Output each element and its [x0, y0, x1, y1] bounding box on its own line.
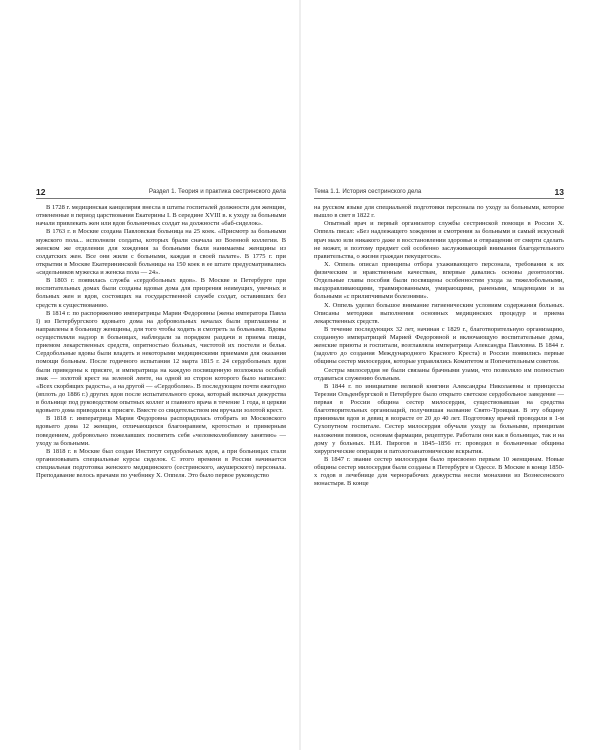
left-paragraph-4: В 1814 г. по распоряжению императрицы Марии Федоровны (жены императора Павла I) из Петербургского вдовьего дома на добровольных началах были приглашены и направлены в больницу женщины, для того чтобы ходить и смотреть за больными. Вдовы осуществляли надзор в больницах, наблюдали за порядком раздачи и приема пищи, приемом лекарственных средств, опрятностью больных, чистотой их постели и белья. Сердобольные вдовы были владеть и некоторыми медицинскими приемами для оказания помощи больным. После годичного испытания 12 марта 1815 г. 24 сердобольных вдов были приведены к присяге, и императрица на каждую посвященную возложила особый знак — золотой крест на зеленой ленте, на одной из сторон которого было написано: «Всех скорбящих радость», а на другой — «Сердоболие». В последующем почти ежегодно (вплоть до 1886 г.) других вдов после испытательного срока, который включал дежурства в больнице под руководством опытных коллег и главного врача в течение 1 года, в церкви вдовьего дома приводили к присяге. Вместе со свидетельством им вручали золотой крест. — [36, 309, 286, 415]
right-paragraph-2: Опытный врач и первый организатор службы сестринской помощи в России Х. Оппель писал: «Без надлежащего хождения и смотрения за больными и самый искусный врач мало или никакого даже в восстановлении здоровья и отвращении от смерти сделать не может, и поэтому предмет сей особенно заслуживающий внимания благодетельного правительства, о жизни граждан пекущегося». — [314, 220, 564, 260]
right-page — [300, 0, 600, 750]
right-header-rule — [314, 198, 564, 199]
left-page-number: 12 — [36, 187, 46, 197]
left-running-title: Раздел 1. Теория и практика сестринского дела — [148, 188, 286, 195]
right-paragraph-4: Х. Оппель уделял большое внимание гигиеническим условиям содержания больных. Описаны методики выполнения основных медицинских процедур и приема лекарственных средств. — [314, 301, 564, 325]
right-page-number: 13 — [554, 187, 564, 197]
right-paragraph-7: В 1844 г. по инициативе великой княгини Александры Николаевны и принцессы Терезии Ольденбургской в Петербурге было открыто светское сердобольное заведение — первая в России община сестер милосердия, существовавшая на средства благотворительных организаций, получившая название Свято-Троицкая. В эту общину принимали вдов и девиц в возрасте от 20 до 40 лет. Подготовку врачей проводили в 1-м Сухопутном госпитале. Сестер милосердия обучали уходу за больными, принципам наложения повязок, основам фармации, рецептуре. Работали они как в больницах, так и на дому у больных. Н.И. Пирогов в 1845–1856 гг. проводил в больничные общины хирургические операции и патологоанатомические вскрытия. — [314, 382, 564, 455]
left-paragraph-1: В 1728 г. медицинская канцелярия внесла в штаты госпиталей должности для женщин, отмененные в период царствования Екатерины I. В середине XVIII в. к уходу за больными начали привлекать жен или вдов больничных солдат на должности «баб-сиделок». — [36, 204, 286, 228]
right-paragraph-1: на русском языке для специальной подготовки персонала по уходу за больными, которое вышло в свет в 1822 г. — [314, 204, 564, 220]
left-paragraph-5: В 1818 г. императрица Мария Федоровна распорядилась отобрать из Московского вдовьего дома 12 женщин, отличающихся благонравием, кротостью и примерным поведением, добровольно пожелавших посвятить себя «человеколюбивому занятию» — уходу за больными. — [36, 415, 286, 447]
left-page-body — [36, 204, 286, 480]
right-page-body — [314, 204, 564, 488]
right-page-header — [314, 186, 564, 198]
right-paragraph-3: Х. Оппель описал принципы отбора ухаживающего персонала, требования к их физическим и нравственным качествам, впервые давались основы деонтологии. Отдельные главы пособия были посвящены особенностям ухода за тяжелобольными, выздоравливающими, травмированными, умирающими, ранеными, младенцами и за больными «с прилипчивыми болезнями». — [314, 260, 564, 301]
left-paragraph-3: В 1803 г. появилась служба «сердобольных вдов». В Москве и Петербурге при воспитательных домах были созданы вдовьи дома для призрения неимущих, увечных и больных жен и вдов, состоящих на государственной службе солдат, оставивших без средств к существованию. — [36, 277, 286, 309]
right-paragraph-6: Сестры милосердия не были связаны брачными узами, что позволяло им полностью отдаваться служению больным. — [314, 366, 564, 382]
left-paragraph-6: В 1818 г. в Москве был создан Институт сердобольных вдов, а при больницах стали организовывать специальные курсы сиделок. С этого времени в России начинается специальная подготовка женского медицинского (сестринского, акушерского) персонала. Преподавание велось врачами по учебнику Х. Оппеля. Это было первое руководство — [36, 447, 286, 480]
left-paragraph-2: В 1763 г. в Москве создана Павловская больница на 25 коек. «Присмотр за больными мужского пола... исполняли солдаты, которых брали сначала из Военной коллегии. В женском же отделении для хождения за больными были нанимаемы женщины из солдатских жен. Все они жили с больными, каждая в своей палате». В 1775 г. при открытии в Москве Екатерининской больницы на 150 коек в ее штате предусматривались «сидельников мужеска и женска пола — 24». — [36, 228, 286, 276]
right-running-title: Тема 1.1. История сестринского дела — [314, 188, 422, 195]
right-paragraph-8: В 1847 г. звание сестер милосердия было присвоено первым 10 женщинам. Новые общины сестер милосердия были созданы в Петербурге и Одессе. В Москве в конце 1850-х годов в лечебнице для чернорабочих дежурства несли монахини из Вознесенского монастыря. В конце — [314, 455, 564, 488]
left-header-rule — [36, 198, 286, 199]
left-page-header — [36, 186, 286, 198]
right-paragraph-5: В течение последующих 32 лет, начиная с 1829 г., благотворительную организацию, созданную императрицей Марией Федоровной и включающую воспитательные дома, женские приюты и госпитали, возглавляла императрица Александра Павловна. В 1844 г. (задолго до создания Международного Красного Креста) в России появились первые общины сестер милосердия, которые управлялись Комитетом и Попечительным советом. — [314, 325, 564, 366]
